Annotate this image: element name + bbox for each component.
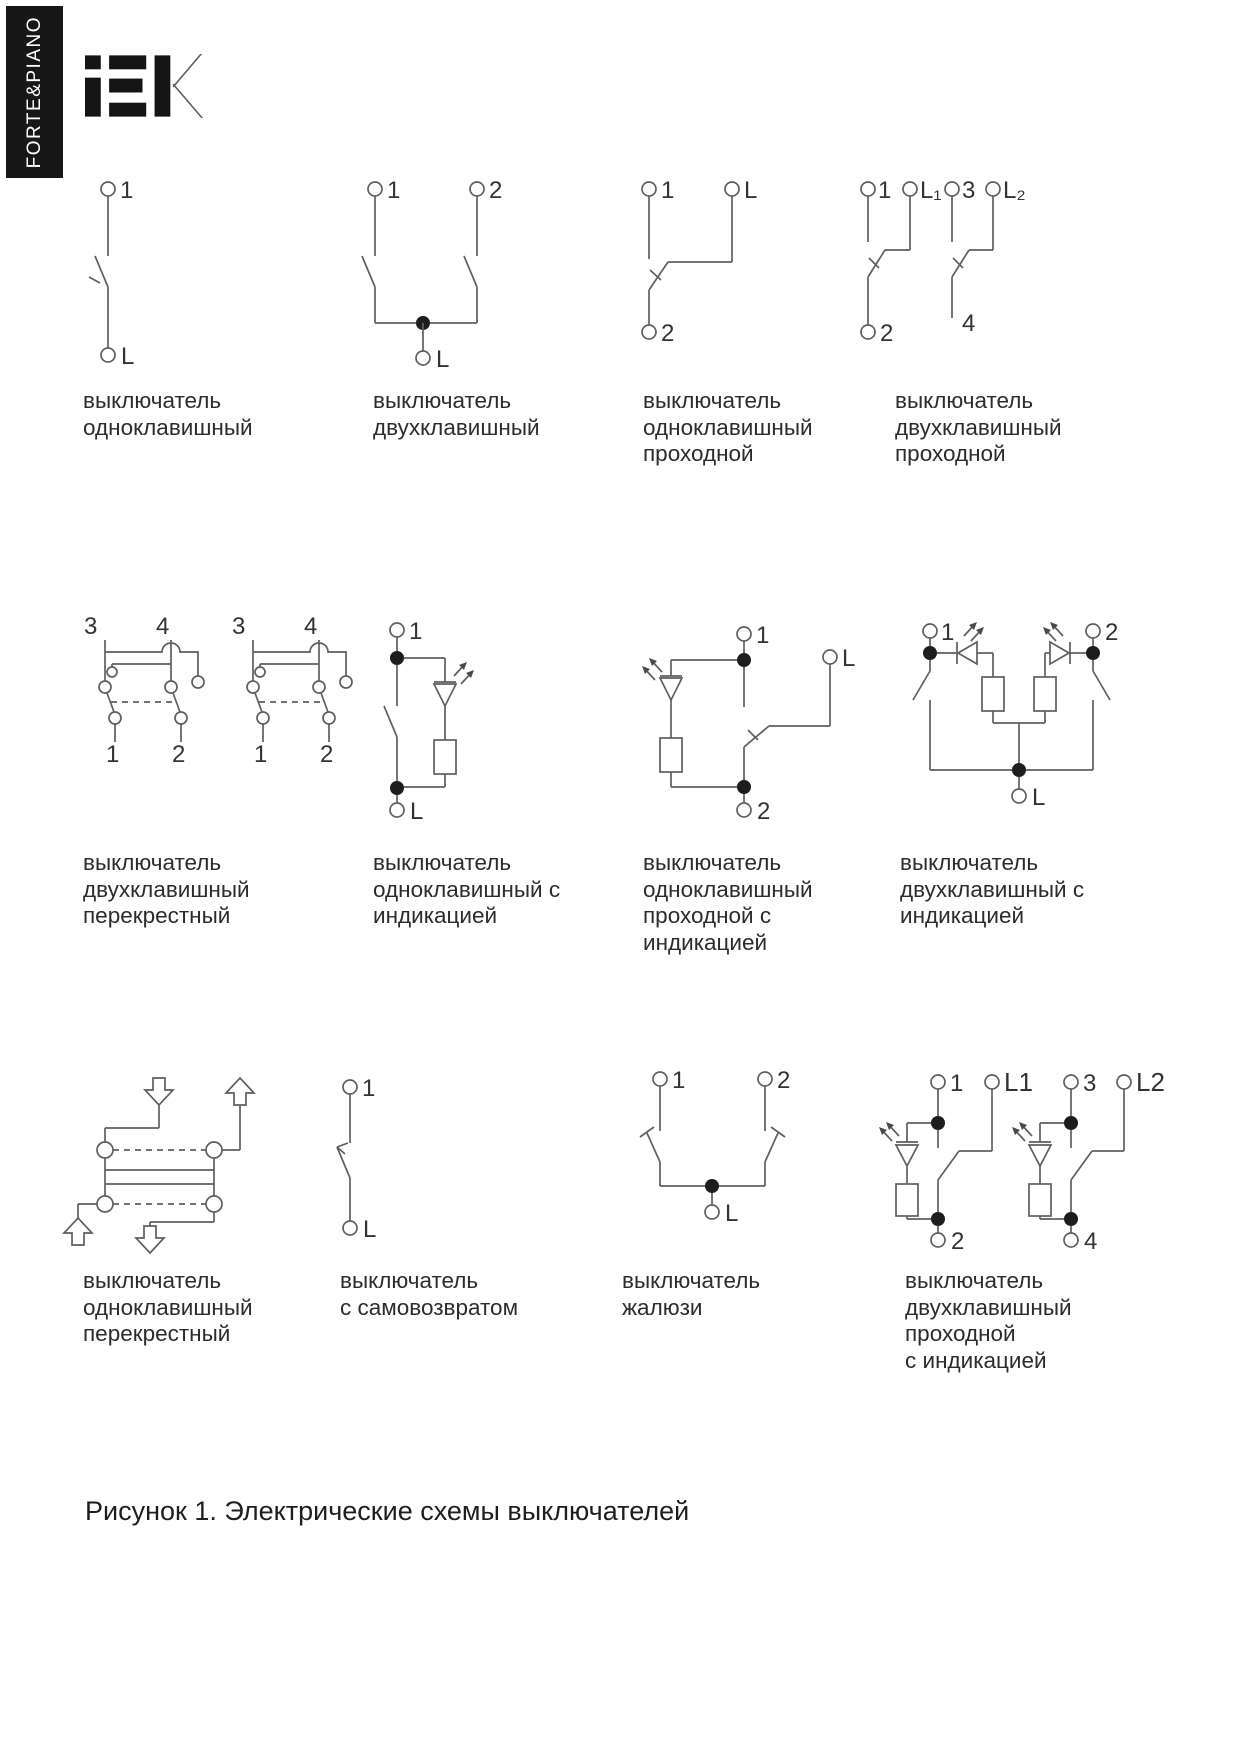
diagram-label: выключатель двухклавишный с индикацией [900,850,1085,928]
switch-contact [649,262,668,290]
terminal-label: 4 [304,613,318,640]
terminal-label: 1 [120,177,134,204]
junction-dot [390,781,404,795]
schematic-one-key-switch [80,165,200,375]
terminal-label: L [436,346,450,373]
terminal-label: L1 [1004,1067,1033,1097]
terminal-label: 1 [672,1067,686,1094]
diagram-label: выключатель с самовозвратом [340,1268,519,1320]
led-indicator [1012,1122,1051,1166]
terminal-label: L [725,1200,739,1227]
switch-contact [384,706,397,737]
series-banner [6,6,63,178]
switch-contact [362,256,477,287]
schematic-two-key-two-way-switch-with-indicator [875,1060,1165,1265]
resistor [660,738,682,772]
terminal-label: L [121,343,135,370]
terminal-label: 2 [951,1228,965,1255]
terminal-label: 1 [254,741,268,768]
terminal-label: L₂ [1003,177,1026,204]
switch-contact [1093,671,1110,700]
terminal-label: L2 [1136,1067,1165,1097]
terminal-label: 3 [84,613,98,640]
led-indicator [642,658,682,700]
terminal-label: 4 [156,613,170,640]
junction-dot [1012,763,1026,777]
junction-dot [737,780,751,794]
diagram-label: выключатель двухклавишный проходной [895,388,1062,466]
diagram-label: выключатель двухклавишный перекрестный [83,850,250,928]
switch-contact [868,250,885,277]
resistor [982,677,1004,711]
schematic-two-key-switch [350,165,510,380]
junction-dot [737,653,751,667]
terminal-label: 1 [950,1070,964,1097]
switch-contact [744,726,769,747]
diagram-label: выключатель двухклавишный [373,388,540,440]
terminal-label: 2 [1105,619,1119,646]
terminal-label: 2 [661,320,675,347]
arrow-down-icon [136,1226,164,1253]
two-way-indicator-unit [1012,1067,1165,1255]
terminal-label: 3 [1083,1070,1097,1097]
diagram-label: выключатель одноклавишный проходной с индикацией [643,850,813,955]
schematic-momentary-switch [320,1060,430,1250]
terminal-label: 1 [106,741,120,768]
schematic-one-key-crossover-switch [55,1060,335,1260]
resistor [434,740,456,774]
resistor [1029,1184,1051,1216]
schematic-one-key-two-way-switch [620,165,800,365]
terminal-label: 1 [661,177,675,204]
terminal-label: 2 [172,741,186,768]
figure-caption: Рисунок 1. Электрические схемы выключателей [85,1496,690,1526]
schematic-two-key-two-way-switch [845,165,1045,365]
terminal-label: 1 [756,622,770,649]
led-indicator [1043,622,1086,664]
arrow-up-icon [64,1218,92,1245]
terminal-label: L₁ [920,177,942,204]
terminal-label: 1 [409,618,423,645]
terminal-label: L [363,1216,377,1243]
arrow-down-icon [145,1078,173,1105]
terminal-circle [101,182,115,196]
terminal-label: 1 [878,177,892,204]
terminal-label: 2 [489,177,503,204]
junction-dot [1064,1212,1078,1226]
junction-dot [705,1179,719,1193]
diagram-label: выключатель одноклавишный [83,388,253,440]
junction-dot [390,651,404,665]
terminal-label: L [744,177,758,204]
terminal-label: L [410,798,424,825]
switch-contact [337,1143,350,1178]
terminal-label: 2 [320,741,334,768]
terminal-label: 2 [777,1067,791,1094]
terminal-label: 3 [232,613,246,640]
arrow-up-icon [226,1078,254,1105]
junction-dot [1086,646,1100,660]
led-indicator [434,662,474,706]
terminal-label: 1 [941,619,955,646]
switch-contact [913,671,930,700]
junction-dot [923,646,937,660]
junction-dot [1064,1116,1078,1130]
schematic-one-key-switch-with-indicator [330,615,490,830]
diagram-label: выключатель одноклавишный проходной [643,388,813,466]
led-indicator [879,1122,918,1166]
switch-contact [938,1151,959,1180]
schematic-two-key-switch-with-indicator [880,615,1135,820]
resistor [1034,677,1056,711]
terminal-label: 4 [1084,1228,1098,1255]
junction-dot [931,1116,945,1130]
diagram-label: выключатель одноклавишный с индикацией [373,850,561,928]
resistor [896,1184,918,1216]
schematic-two-key-crossover-switch [60,610,370,775]
iek-logo [85,54,213,118]
terminal-label: 1 [362,1075,376,1102]
switch-contact [89,256,108,287]
switch-contact [765,1127,785,1162]
switch-contact [952,250,969,277]
terminal-label: 2 [880,320,894,347]
series-label: FORTE&PIANO [23,15,45,169]
switch-contact [640,1127,660,1162]
diagram-label: выключатель одноклавишный перекрестный [83,1268,253,1346]
terminal-label: 4 [962,310,976,337]
junction-dot [931,1212,945,1226]
terminal-label: 1 [387,177,401,204]
terminal-label: L [1032,784,1046,811]
terminal-circle [101,348,115,362]
schematic-blinds-switch [600,1060,820,1235]
diagram-label: выключатель жалюзи [622,1268,761,1320]
terminal-label: L [842,645,856,672]
diagram-label: выключатель двухклавишный проходной с индикацией [905,1268,1072,1373]
terminal-label: 2 [757,798,771,825]
terminal-label: 3 [962,177,976,204]
two-way-indicator-unit [879,1067,1033,1255]
crossover-unit [84,613,204,768]
switch-contact [1071,1151,1092,1180]
schematic-one-key-two-way-switch-with-indicator [590,615,860,830]
